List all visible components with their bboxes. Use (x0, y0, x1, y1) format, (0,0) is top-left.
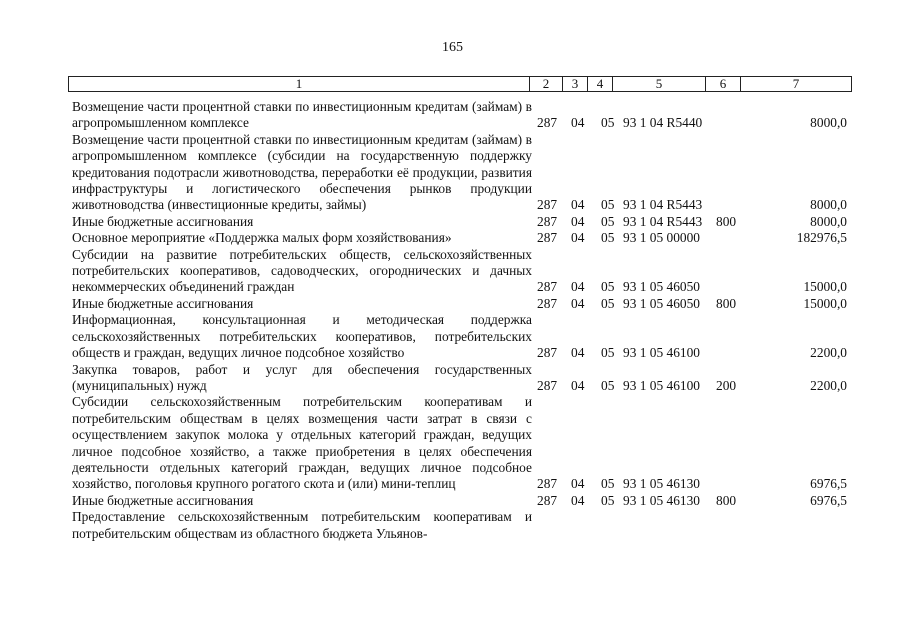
row-code-section: 04 (571, 377, 585, 393)
row-code-ministry: 287 (537, 230, 558, 246)
page-number: 165 (442, 40, 463, 55)
column-header-6: 6 (706, 77, 741, 92)
row-code-subsection: 05 (601, 295, 615, 311)
row-description: Иные бюджетные ассигнования (72, 295, 254, 311)
row-amount: 2200,0 (810, 345, 847, 361)
row-description: Информационная, консультационная и методическая поддержка сельскохозяйственных потребительских кооперативов, потребительских обществ и граждан, ведущих личное подсобное хозяйство (72, 312, 532, 361)
row-amount: 8000,0 (810, 115, 847, 131)
row-code-ministry: 287 (537, 377, 558, 393)
row-code-section: 04 (571, 279, 585, 295)
row-code-section: 04 (571, 197, 585, 213)
row-description: Субсидии сельскохозяйственным потребительским кооперативам и потребительским обществам в целях возмещения части затрат в связи с осуществлением закупок молока у отдельных категорий граждан, ведущих личное подсобное хозяйство, а также приобретения в целях обеспечения деятельности отдельных категорий граждан, ведущих личное подсобное хозяйство, поголовья крупного рогатого скота и (или) мини-теплиц (72, 394, 532, 492)
table-row (0, 99, 905, 132)
table-row (0, 362, 905, 395)
row-description: Предоставление сельскохозяйственным потребительским кооперативам и потребительским обществам из областного бюджета Ульянов- (72, 509, 532, 541)
table-row (0, 132, 905, 214)
row-code-subsection: 05 (601, 279, 615, 295)
row-code-section: 04 (571, 295, 585, 311)
row-code-target: 93 1 05 46100 (623, 377, 700, 393)
row-description: Возмещение части процентной ставки по инвестиционным кредитам (займам) в агропромышленном комплексе (72, 99, 532, 131)
row-code-subsection: 05 (601, 377, 615, 393)
row-code-ministry: 287 (537, 492, 558, 508)
table-row (0, 296, 905, 312)
row-code-target: 93 1 05 46130 (623, 476, 700, 492)
row-code-ministry: 287 (537, 115, 558, 131)
row-code-section: 04 (571, 476, 585, 492)
row-code-section: 04 (571, 213, 585, 229)
row-description: Иные бюджетные ассигнования (72, 492, 254, 508)
row-code-subsection: 05 (601, 197, 615, 213)
row-amount: 15000,0 (803, 279, 847, 295)
column-header-3: 3 (563, 77, 588, 92)
row-description: Иные бюджетные ассигнования (72, 213, 254, 229)
table-row (0, 247, 905, 296)
row-description: Субсидии на развитие потребительских обществ, сельскохозяйственных потребительских кооперативов, садоводческих, огороднических и дачных некоммерческих объединений граждан (72, 246, 532, 295)
row-code-ministry: 287 (537, 197, 558, 213)
row-code-section: 04 (571, 230, 585, 246)
row-description: Возмещение части процентной ставки по инвестиционным кредитам (займам) в агропромышленном комплексе (субсидии на государственную поддержку кредитования подотрасли животноводства, переработки её продукции, развития инфраструктуры и логистического обеспечения рынков продукции животноводства (инвестиционные кредиты, займы) (72, 131, 532, 213)
table-row (0, 230, 905, 246)
table-row (0, 312, 905, 361)
column-header-row (68, 76, 852, 92)
row-amount: 8000,0 (810, 213, 847, 229)
row-code-section: 04 (571, 492, 585, 508)
row-code-section: 04 (571, 115, 585, 131)
row-code-expense-type: 800 (716, 295, 737, 311)
row-code-section: 04 (571, 345, 585, 361)
row-code-subsection: 05 (601, 345, 615, 361)
row-code-ministry: 287 (537, 213, 558, 229)
row-code-target: 93 1 05 46130 (623, 492, 700, 508)
row-code-expense-type: 800 (716, 492, 737, 508)
table-row (0, 394, 905, 492)
column-header-2: 2 (530, 77, 563, 92)
column-header-1: 1 (69, 77, 530, 92)
row-code-subsection: 05 (601, 115, 615, 131)
row-amount: 182976,5 (796, 230, 847, 246)
table-row (0, 214, 905, 230)
column-header-4: 4 (588, 77, 613, 92)
row-code-subsection: 05 (601, 492, 615, 508)
row-code-expense-type: 800 (716, 213, 737, 229)
row-code-target: 93 1 04 R5443 (623, 213, 703, 229)
row-code-expense-type: 200 (716, 377, 737, 393)
row-amount: 8000,0 (810, 197, 847, 213)
row-code-subsection: 05 (601, 230, 615, 246)
row-code-ministry: 287 (537, 476, 558, 492)
column-header-7: 7 (741, 77, 852, 92)
row-code-ministry: 287 (537, 279, 558, 295)
row-amount: 2200,0 (810, 377, 847, 393)
row-code-ministry: 287 (537, 345, 558, 361)
row-code-subsection: 05 (601, 476, 615, 492)
row-code-target: 93 1 05 46050 (623, 295, 700, 311)
table-row (0, 493, 905, 509)
row-code-target: 93 1 05 46100 (623, 345, 700, 361)
row-code-target: 93 1 05 00000 (623, 230, 700, 246)
row-description: Основное мероприятие «Поддержка малых форм хозяйствования» (72, 230, 452, 246)
table-row (0, 509, 905, 542)
column-header-5: 5 (613, 77, 706, 92)
row-code-target: 93 1 04 R5440 (623, 115, 703, 131)
row-description: Закупка товаров, работ и услуг для обеспечения государственных (муниципальных) нужд (72, 361, 532, 393)
row-code-ministry: 287 (537, 295, 558, 311)
row-code-subsection: 05 (601, 213, 615, 229)
row-amount: 6976,5 (810, 492, 847, 508)
row-code-target: 93 1 04 R5443 (623, 197, 703, 213)
budget-table-body (0, 99, 905, 542)
row-code-target: 93 1 05 46050 (623, 279, 700, 295)
row-amount: 6976,5 (810, 476, 847, 492)
row-amount: 15000,0 (803, 295, 847, 311)
